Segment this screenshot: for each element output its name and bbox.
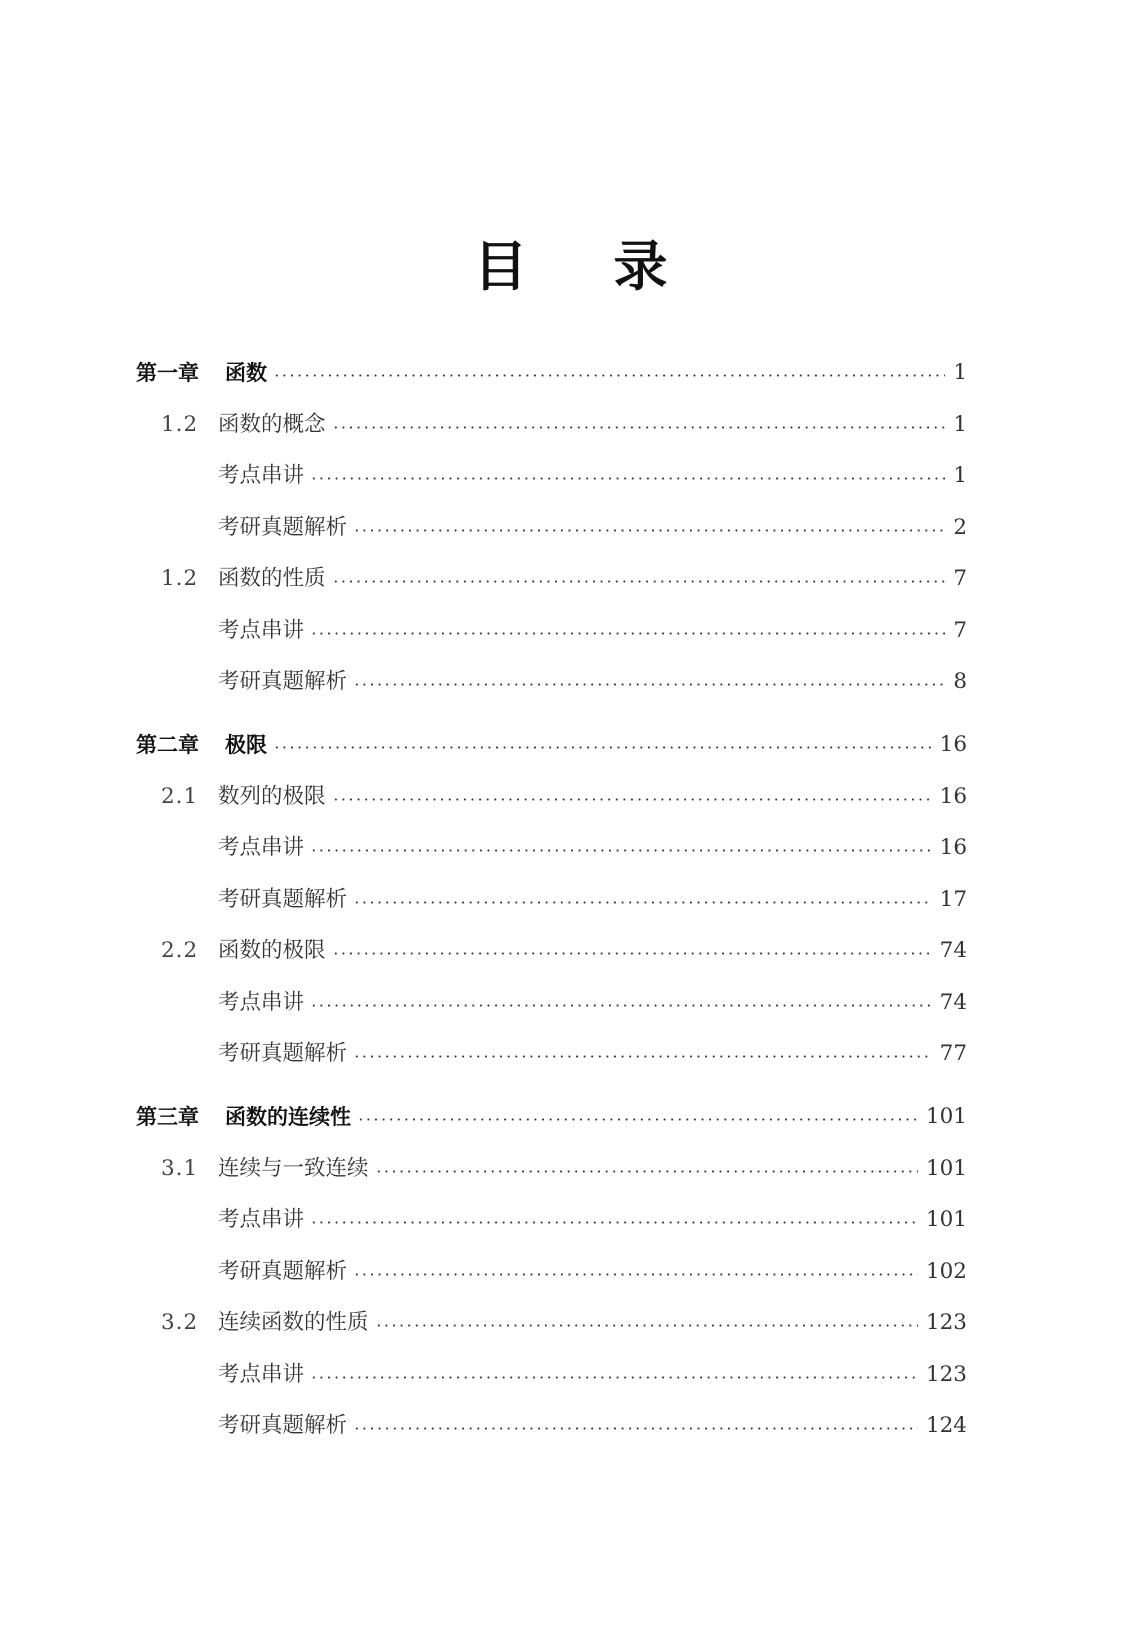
page-number: 123: [925, 1362, 967, 1387]
subsection-title: 考研真题解析: [218, 513, 353, 543]
dot-leader: [353, 1273, 918, 1276]
dot-leader: [310, 1221, 918, 1224]
page-number: 17: [939, 887, 967, 912]
chapter-title: [136, 1102, 357, 1132]
subsection-title: 考点串讲: [218, 988, 310, 1018]
chapter-name: 极限: [225, 733, 267, 757]
page-number: 74: [939, 938, 967, 963]
dot-leader: [353, 683, 945, 686]
subsection-title: 考研真题解析: [218, 1257, 353, 1287]
section-title: 函数的概念: [218, 410, 332, 440]
subsection-title: 考研真题解析: [218, 1411, 353, 1441]
toc-entry-section[interactable]: [0, 564, 1141, 594]
section-title: 数列的极限: [218, 782, 332, 812]
toc-entry-sub[interactable]: [0, 1257, 1141, 1287]
dot-leader: [375, 1324, 918, 1327]
section-number: 2.1: [161, 784, 199, 809]
chapter-number: 第二章: [136, 733, 199, 757]
page-number: 1: [953, 412, 967, 437]
dot-leader: [310, 849, 932, 852]
dot-leader: [357, 1118, 918, 1121]
toc-entry-section[interactable]: [0, 1154, 1141, 1184]
toc-entry-sub[interactable]: [0, 616, 1141, 646]
dot-leader: [353, 901, 932, 904]
toc-entry-sub[interactable]: [0, 1205, 1141, 1235]
toc-entry-sub[interactable]: [0, 1039, 1141, 1069]
toc-entry-sub[interactable]: [0, 1411, 1141, 1441]
toc-entry-chapter[interactable]: [0, 358, 1141, 388]
dot-leader: [375, 1170, 918, 1173]
subsection-title: 考点串讲: [218, 833, 310, 863]
page-number: 8: [953, 669, 967, 694]
page-number: 16: [939, 835, 967, 860]
toc-entry-section[interactable]: [0, 410, 1141, 440]
page-number: 101: [925, 1156, 967, 1181]
section-number: 2.2: [161, 938, 199, 963]
dot-leader: [273, 746, 932, 749]
chapter-number: 第三章: [136, 1105, 199, 1129]
toc-entry-section[interactable]: [0, 782, 1141, 812]
chapter-name: 函数的连续性: [225, 1105, 351, 1129]
toc-entry-chapter[interactable]: [0, 730, 1141, 760]
section-number: 3.1: [161, 1156, 199, 1181]
page-number: 101: [925, 1207, 967, 1232]
chapter-title: [136, 730, 273, 760]
title-char-1: 目: [473, 235, 528, 298]
page-number: 2: [953, 515, 967, 540]
page-number: 74: [939, 990, 967, 1015]
dot-leader: [310, 632, 945, 635]
page-number: 16: [939, 732, 967, 757]
chapter-name: 函数: [225, 361, 267, 385]
dot-leader: [353, 1055, 932, 1058]
section-title: 函数的极限: [218, 936, 332, 966]
subsection-title: 考研真题解析: [218, 1039, 353, 1069]
section-number: 1.2: [161, 412, 199, 437]
toc-entry-chapter[interactable]: [0, 1102, 1141, 1132]
dot-leader: [332, 798, 932, 801]
toc-entry-sub[interactable]: [0, 667, 1141, 697]
dot-leader: [332, 952, 932, 955]
chapter-title: [136, 358, 273, 388]
dot-leader: [353, 1427, 918, 1430]
toc-entry-sub[interactable]: [0, 513, 1141, 543]
dot-leader: [332, 426, 946, 429]
section-title: 函数的性质: [218, 564, 332, 594]
toc-entry-section[interactable]: [0, 936, 1141, 966]
page-number: 16: [939, 784, 967, 809]
subsection-title: 考点串讲: [218, 1360, 310, 1390]
toc-entry-section[interactable]: [0, 1308, 1141, 1338]
subsection-title: 考点串讲: [218, 1205, 310, 1235]
toc-entry-sub[interactable]: [0, 461, 1141, 491]
page-number: 7: [953, 566, 967, 591]
toc-entry-sub[interactable]: [0, 988, 1141, 1018]
page-number: 77: [939, 1041, 967, 1066]
toc-entry-sub[interactable]: [0, 833, 1141, 863]
page-number: 102: [925, 1259, 967, 1284]
toc-entry-sub[interactable]: [0, 885, 1141, 915]
section-number: 1.2: [161, 566, 199, 591]
subsection-title: 考研真题解析: [218, 885, 353, 915]
page-number: 101: [925, 1104, 967, 1129]
subsection-title: 考点串讲: [218, 616, 310, 646]
title-char-2: 录: [613, 235, 668, 298]
section-title: 连续函数的性质: [218, 1308, 375, 1338]
dot-leader: [310, 1004, 932, 1007]
dot-leader: [332, 580, 946, 583]
dot-leader: [353, 529, 945, 532]
dot-leader: [310, 477, 945, 480]
toc-entry-sub[interactable]: [0, 1360, 1141, 1390]
section-title: 连续与一致连续: [218, 1154, 375, 1184]
subsection-title: 考点串讲: [218, 461, 310, 491]
dot-leader: [310, 1376, 918, 1379]
page-number: 7: [953, 618, 967, 643]
dot-leader: [273, 374, 945, 377]
page-number: 1: [953, 360, 967, 385]
page-number: 1: [953, 463, 967, 488]
page-number: 123: [925, 1310, 967, 1335]
chapter-number: 第一章: [136, 361, 199, 385]
page-number: 124: [925, 1413, 967, 1438]
subsection-title: 考研真题解析: [218, 667, 353, 697]
section-number: 3.2: [161, 1310, 199, 1335]
